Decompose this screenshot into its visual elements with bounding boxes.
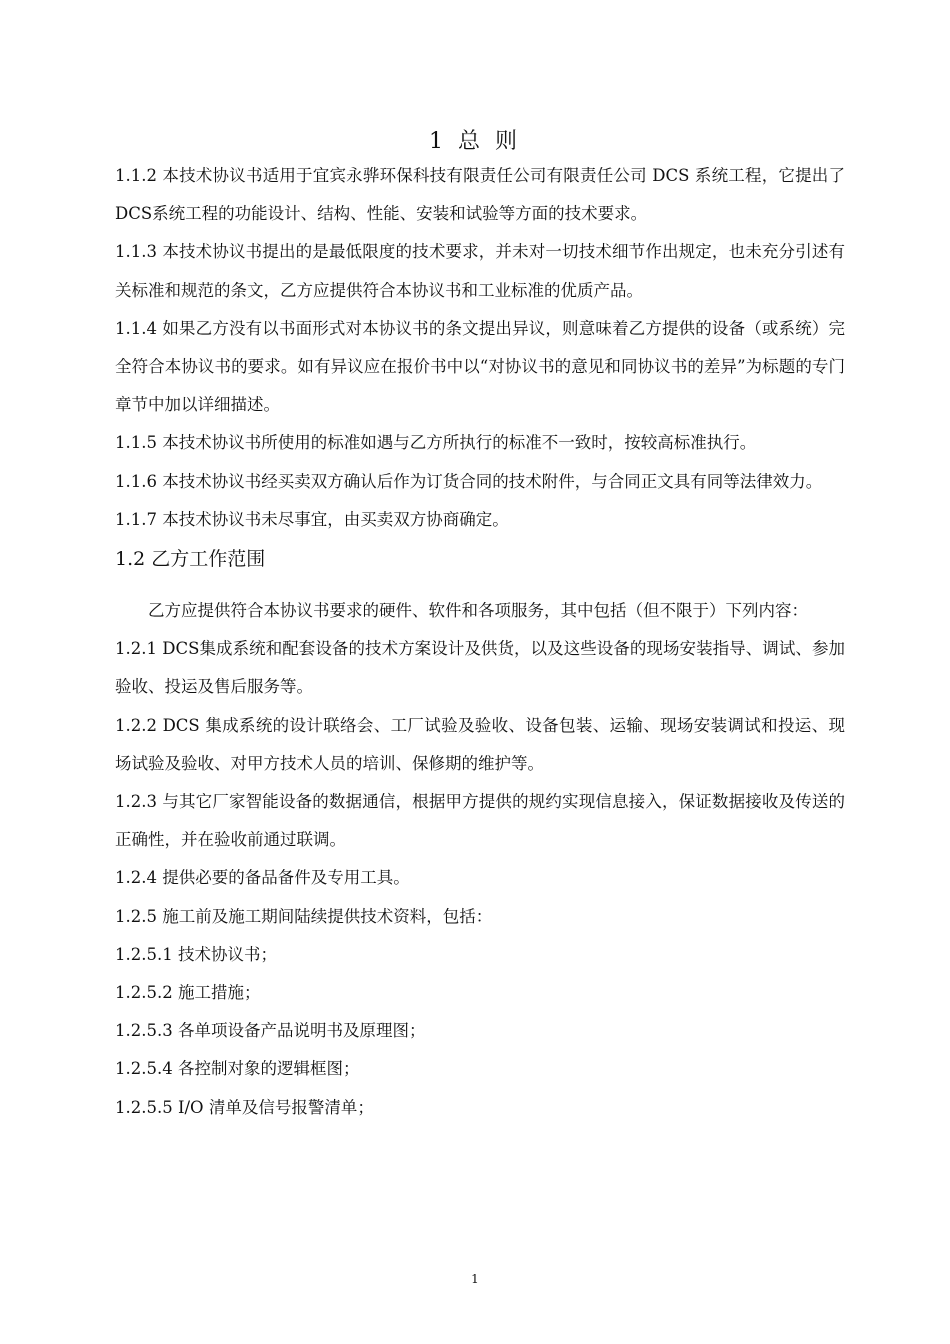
paragraph-1-2-2: 1.2.2 DCS 集成系统的设计联络会、工厂试验及验收、设备包装、运输、现场安装调试和投运、现场试验及验收、对甲方技术人员的培训、保修期的维护等。 <box>115 715 845 773</box>
paragraph-1-1-3: 1.1.3 本技术协议书提出的是最低限度的技术要求，并未对一切技术细节作出规定，也未充分引述有关标准和规范的条文，乙方应提供符合本协议书和工业标准的优质产品。 <box>115 242 845 300</box>
paragraph-1-1-5: 1.1.5 本技术协议书所使用的标准如遇与乙方所执行的标准不一致时，按较高标准执行。 <box>115 433 757 453</box>
paragraph-1-2-5-1: 1.2.5.1 技术协议书； <box>115 944 277 964</box>
chapter-title: 1 总 则 <box>429 129 521 154</box>
page-number: 1 <box>471 1272 479 1286</box>
body-content <box>115 157 845 1127</box>
paragraph-1-2-4: 1.2.4 提供必要的备品备件及专用工具。 <box>115 868 410 888</box>
paragraph-1-1-6: 1.1.6 本技术协议书经买卖双方确认后作为订货合同的技术附件，与合同正文具有同等法律效力。 <box>115 471 823 491</box>
section-heading-1-2: 1.2 乙方工作范围 <box>115 548 266 571</box>
paragraph-1-2-5-5: 1.2.5.5 I/O 清单及信号报警清单； <box>115 1097 374 1117</box>
paragraph-1-2-1: 1.2.1 DCS集成系统和配套设备的技术方案设计及供货，以及这些设备的现场安装指导、调试、参加验收、投运及售后服务等。 <box>115 639 845 697</box>
paragraph-1-1-7: 1.1.7 本技术协议书未尽事宜，由买卖双方协商确定。 <box>115 509 509 529</box>
paragraph-1-2-5: 1.2.5 施工前及施工期间陆续提供技术资料，包括： <box>115 906 493 926</box>
section-intro: 乙方应提供符合本协议书要求的硬件、软件和各项服务，其中包括（但不限于）下列内容： <box>148 601 808 621</box>
paragraph-1-2-5-4: 1.2.5.4 各控制对象的逻辑框图； <box>115 1059 360 1079</box>
paragraph-1-2-3: 1.2.3 与其它厂家智能设备的数据通信，根据甲方提供的规约实现信息接入，保证数据接收及传送的正确性，并在验收前通过联调。 <box>115 792 845 850</box>
paragraph-1-2-5-2: 1.2.5.2 施工措施； <box>115 983 261 1003</box>
paragraph-1-1-2: 1.1.2 本技术协议书适用于宜宾永骅环保科技有限责任公司有限责任公司 DCS 系统工程，它提出了DCS系统工程的功能设计、结构、性能、安装和试验等方面的技术要求。 <box>115 166 845 224</box>
paragraph-1-2-5-3: 1.2.5.3 各单项设备产品说明书及原理图； <box>115 1021 426 1041</box>
paragraph-1-1-4: 1.1.4 如果乙方没有以书面形式对本协议书的条文提出异议，则意味着乙方提供的设备（或系统）完全符合本协议书的要求。如有异议应在报价书中以“对协议书的意见和同协议书的差异”为标题的专门章节中加以详细描述。 <box>115 318 845 415</box>
